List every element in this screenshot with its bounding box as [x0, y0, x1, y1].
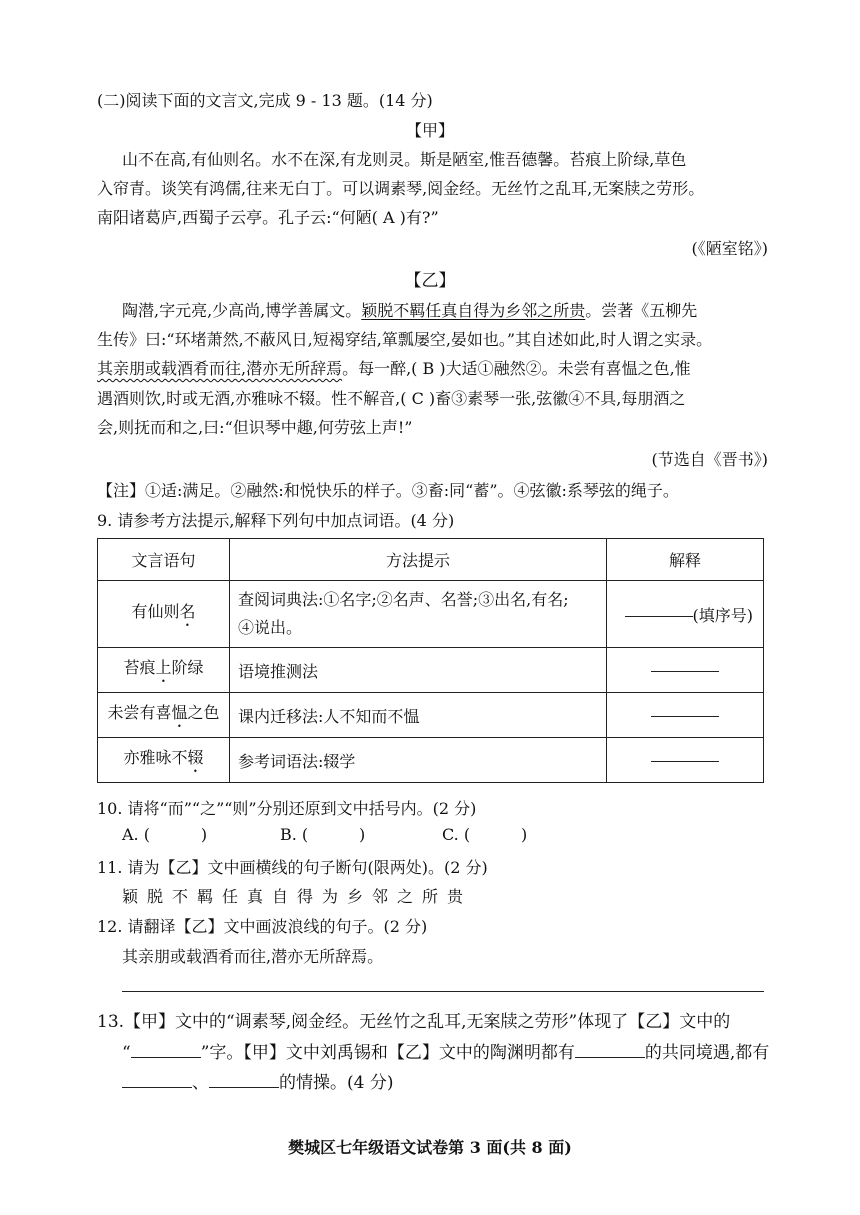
yi-line-1-pre: 陶潜,字元亮,少高尚,博学善属文。	[122, 301, 362, 320]
yi-line-1	[122, 298, 697, 321]
jia-line-3: 南阳诸葛庐,西蜀子云亭。孔子云:“何陋( A )有?”	[97, 208, 439, 227]
q9-prompt: 9. 请参考方法提示,解释下列句中加点词语。(4 分)	[97, 511, 455, 530]
q12-prompt: 12. 请翻译【乙】文中画波浪线的句子。(2 分)	[97, 917, 428, 936]
sentence-cell: 未尝有喜愠之色	[98, 693, 230, 738]
yi-wavy-sentence: 其亲朋或载酒肴而往,潜亦无所辞焉	[97, 359, 343, 378]
q13-blank-4[interactable]	[209, 1073, 279, 1088]
q13-line-3: 、 的情操。(4 分)	[122, 1068, 393, 1093]
answer-cell[interactable]	[607, 648, 764, 693]
table-row	[98, 648, 764, 693]
q13-blank-3[interactable]	[122, 1073, 192, 1088]
sentence-cell: 苔痕上阶绿	[98, 648, 230, 693]
q10-option-c[interactable]: C. ( )	[442, 825, 528, 844]
yi-line-3-post: 。每一醉,( B )大适①融然②。未尝有喜愠之色,惟	[342, 359, 691, 378]
answer-cell[interactable]: (填序号)	[607, 581, 764, 648]
table-row	[98, 581, 764, 648]
header-sentence: 文言语句	[98, 539, 230, 581]
sentence-cell: 亦雅咏不辍	[98, 738, 230, 783]
yi-line-4: 遇酒则饮,时或无酒,亦雅咏不辍。性不解音,( C )畜③素琴一张,弦徽④不具,每朋酒之	[97, 389, 686, 408]
answer-blank[interactable]	[625, 615, 693, 617]
yi-line-3	[97, 356, 691, 379]
jia-line-2: 入帘青。谈笑有鸿儒,往来无白丁。可以调素琴,阅金经。无丝竹之乱耳,无案牍之劳形。	[97, 179, 705, 198]
yi-underlined-sentence: 颖脱不羁任真自得为乡邻之所贵	[361, 301, 586, 320]
dotted-word: 愠	[171, 702, 188, 722]
dotted-word: 上	[155, 657, 172, 677]
yi-line-1-post: 。尝著《五柳先	[585, 301, 698, 320]
answer-cell[interactable]	[607, 738, 764, 783]
answer-blank[interactable]	[651, 670, 719, 672]
answer-blank[interactable]	[651, 715, 719, 717]
q11-sentence: 颖脱不羁任真自得为乡邻之所贵	[122, 887, 473, 906]
answer-blank[interactable]	[651, 760, 719, 762]
method-cell: 课内迁移法:人不知而不愠	[230, 693, 607, 738]
q12-sentence: 其亲朋或载酒肴而往,潜亦无所辞焉。	[122, 947, 384, 966]
dotted-word: 辍	[187, 747, 204, 767]
method-cell: 查阅词典法:①名字;②名声、名誉;③出名,有名; ④说出。	[230, 581, 607, 648]
q10-option-a[interactable]: A. ( )	[122, 825, 208, 844]
q13-blank-2[interactable]	[575, 1043, 645, 1058]
q13-line-1: 13.【甲】文中的“调素琴,阅金经。无丝竹之乱耳,无案牍之劳形”体现了【乙】文中的	[97, 1012, 731, 1032]
jia-source: (《陋室铭》)	[691, 239, 768, 258]
table-row	[98, 693, 764, 738]
table-row	[98, 738, 764, 783]
q11-prompt: 11. 请为【乙】文中画横线的句子断句(限两处)。(2 分)	[97, 858, 488, 877]
header-method: 方法提示	[230, 539, 607, 581]
q13-line-2: “ ”字。【甲】文中刘禹锡和【乙】文中的陶渊明都有 的共同境遇,都有	[122, 1043, 770, 1063]
yi-line-2: 生传》曰:“环堵萧然,不蔽风日,短褐穿结,箪瓢屡空,晏如也。”其自述如此,时人谓之实录。	[97, 330, 713, 349]
section-header: (二)阅读下面的文言文,完成 9 - 13 题。(14 分)	[97, 91, 433, 110]
page-footer: 樊城区七年级语文试卷第 3 面(共 8 面)	[288, 1138, 572, 1157]
q10-prompt: 10. 请将“而”“之”“则”分别还原到文中括号内。(2 分)	[97, 799, 477, 818]
jia-title: 【甲】	[405, 121, 454, 140]
yi-source: (节选自《晋书》)	[651, 450, 768, 469]
q13-blank-1[interactable]	[131, 1043, 201, 1058]
sentence-cell: 有仙则名	[98, 581, 230, 648]
method-cell: 语境推测法	[230, 648, 607, 693]
method-cell: 参考词语法:辍学	[230, 738, 607, 783]
q10-option-b[interactable]: B. ( )	[280, 825, 366, 844]
answer-cell[interactable]	[607, 693, 764, 738]
dotted-word: 名	[179, 601, 196, 621]
method-table	[97, 538, 764, 783]
header-explanation: 解释	[607, 539, 764, 581]
q12-answer-line[interactable]	[122, 991, 764, 992]
table-header-row	[98, 539, 764, 581]
yi-line-5: 会,则抚而和之,曰:“但识琴中趣,何劳弦上声!”	[97, 418, 413, 437]
jia-line-1: 山不在高,有仙则名。水不在深,有龙则灵。斯是陋室,惟吾德馨。苔痕上阶绿,草色	[122, 150, 687, 169]
notes: 【注】①适:满足。②融然:和悦快乐的样子。③畜:同“蓄”。④弦徽:系琴弦的绳子。	[97, 481, 679, 500]
yi-title: 【乙】	[404, 271, 456, 291]
